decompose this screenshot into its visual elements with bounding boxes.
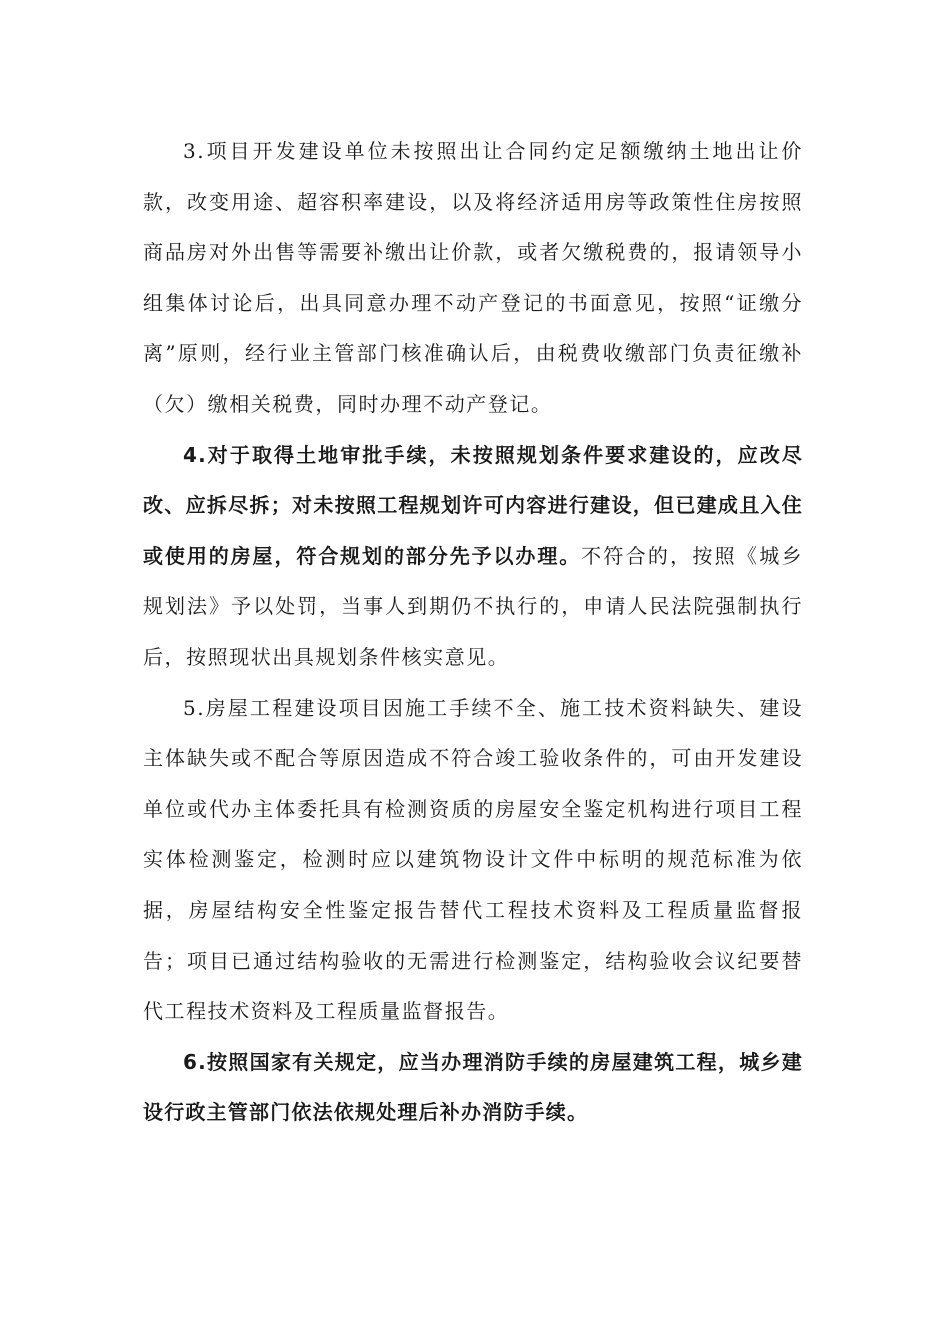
- paragraph-5-number: 5.: [183, 695, 206, 720]
- paragraph-3: [143, 126, 803, 430]
- paragraph-5-text: 房屋工程建设项目因施工手续不全、施工技术资料缺失、建设主体缺失或不配合等原因造成不符合竣工验收条件的，可由开发建设单位或代办主体委托具有检测资质的房屋安全鉴定机构进行项目工程实体检测鉴定，检测时应以建筑物设计文件中标明的规范标准为依据，房屋结构安全性鉴定报告替代工程技术资料及工程质量监督报告；项目已通过结构验收的无需进行检测鉴定，结构验收会议纪要替代工程技术资料及工程质量监督报告。: [143, 695, 803, 1024]
- paragraph-6: [143, 1037, 803, 1138]
- paragraph-4: [143, 430, 803, 683]
- paragraph-4-bold-text: 4.对于取得土地审批手续，未按照规划条件要求建设的，应改尽改、应拆尽拆；对未按照工程规划许可内容进行建设，但已建成且入住或使用的房屋，符合规划的部分先予以办理。: [143, 442, 803, 568]
- paragraph-4-text: 不符合的，按照《城乡规划法》予以处罚，当事人到期仍不执行的，申请人民法院强制执行后，按照现状出具规划条件核实意见。: [143, 543, 804, 669]
- paragraph-5: [143, 683, 803, 1037]
- document-body: [143, 126, 803, 1138]
- paragraph-3-text: 项目开发建设单位未按照出让合同约定足额缴纳土地出让价款，改变用途、超容积率建设，以及将经济适用房等政策性住房按照商品房对外出售等需要补缴出让价款，或者欠缴税费的，报请领导小组集体讨论后，出具同意办理不动产登记的书面意见，按照“证缴分离”原则，经行业主管部门核准确认后，由税费收缴部门负责征缴补（欠）缴相关税费，同时办理不动产登记。: [143, 139, 803, 416]
- paragraph-3-number: 3.: [183, 139, 206, 163]
- paragraph-6-bold-text: 6.按照国家有关规定，应当办理消防手续的房屋建筑工程，城乡建设行政主管部门依法依规处理后补办消防手续。: [143, 1049, 803, 1125]
